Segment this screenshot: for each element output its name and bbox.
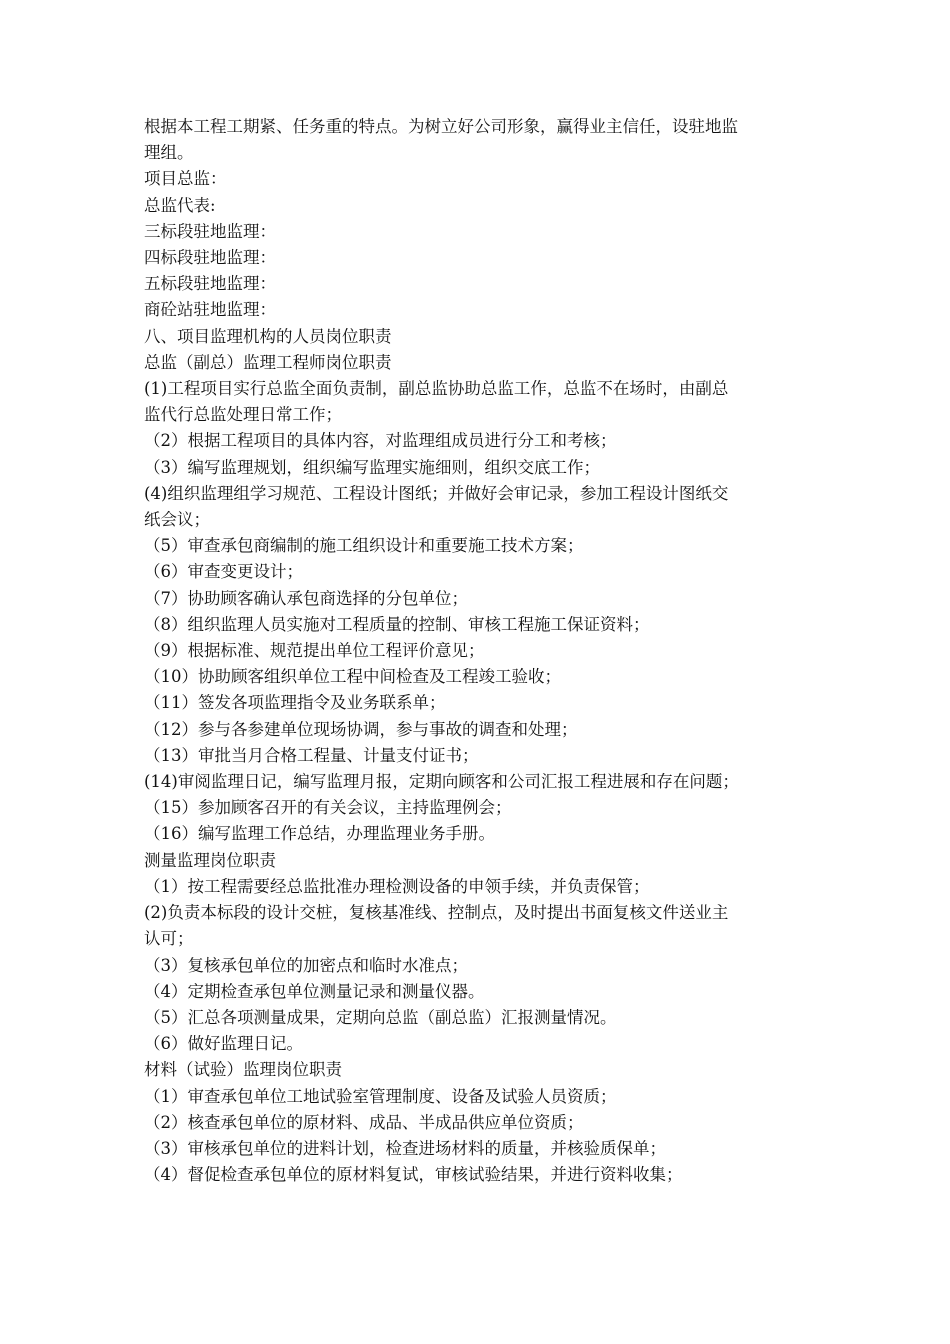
list-item: (4)组织监理组学习规范、工程设计图纸；并做好会审记录，参加工程设计图纸交 <box>144 483 729 503</box>
subsection-heading: 材料（试验）监理岗位职责 <box>144 1060 342 1080</box>
list-item: （5）审查承包商编制的施工组织设计和重要施工技术方案； <box>144 536 584 556</box>
field-label: 四标段驻地监理： <box>144 248 276 268</box>
list-item: （4）督促检查承包单位的原材料复试，审核试验结果，并进行资料收集； <box>144 1165 683 1185</box>
list-item: （6）做好监理日记。 <box>144 1034 303 1054</box>
list-item: （1）审查承包单位工地试验室管理制度、设备及试验人员资质； <box>144 1086 617 1106</box>
list-item: （11）签发各项监理指令及业务联系单； <box>144 693 446 713</box>
list-item: （2）根据工程项目的具体内容，对监理组成员进行分工和考核； <box>144 431 617 451</box>
list-item: （8）组织监理人员实施对工程质量的控制、审核工程施工保证资料； <box>144 614 650 634</box>
list-item-continuation: 认可； <box>144 929 194 949</box>
list-item: （1）按工程需要经总监批准办理检测设备的申领手续，并负责保管； <box>144 876 650 896</box>
document-body <box>144 114 824 1188</box>
list-item: （3）复核承包单位的加密点和临时水准点； <box>144 955 468 975</box>
list-item: （15）参加顾客召开的有关会议，主持监理例会； <box>144 798 512 818</box>
list-item: （16）编写监理工作总结，办理监理业务手册。 <box>144 824 495 844</box>
list-item-continuation: 监代行总监处理日常工作； <box>144 405 342 425</box>
list-item: (1)工程项目实行总监全面负责制，副总监协助总监工作，总监不在场时，由副总 <box>144 379 729 399</box>
paragraph-line: 理组。 <box>144 143 194 163</box>
list-item: (2)负责本标段的设计交桩，复核基准线、控制点，及时提出书面复核文件送业主 <box>144 903 729 923</box>
field-label: 项目总监： <box>144 169 227 189</box>
list-item: （3）审核承包单位的进料计划，检查进场材料的质量，并核验质保单； <box>144 1138 666 1158</box>
list-item: （13）审批当月合格工程量、计量支付证书； <box>144 745 479 765</box>
list-item: （2）核查承包单位的原材料、成品、半成品供应单位资质； <box>144 1112 584 1132</box>
list-item: （4）定期检查承包单位测量记录和测量仪器。 <box>144 981 485 1001</box>
list-item: （5）汇总各项测量成果，定期向总监（副总监）汇报测量情况。 <box>144 1007 617 1027</box>
list-item: （9）根据标准、规范提出单位工程评价意见； <box>144 641 485 661</box>
subsection-heading: 测量监理岗位职责 <box>144 850 276 870</box>
list-item: （10）协助顾客组织单位工程中间检查及工程竣工验收； <box>144 667 561 687</box>
section-heading: 八、项目监理机构的人员岗位职责 <box>144 326 392 346</box>
field-label: 三标段驻地监理： <box>144 221 276 241</box>
field-label: 总监代表: <box>144 195 216 215</box>
field-label: 五标段驻地监理： <box>144 274 276 294</box>
subsection-heading: 总监（副总）监理工程师岗位职责 <box>144 352 392 372</box>
list-item: （3）编写监理规划，组织编写监理实施细则，组织交底工作； <box>144 457 600 477</box>
field-label: 商砼站驻地监理： <box>144 300 276 320</box>
list-item-continuation: 纸会议； <box>144 510 210 530</box>
paragraph-line: 根据本工程工期紧、任务重的特点。为树立好公司形象，赢得业主信任，设驻地监 <box>144 117 738 136</box>
list-item: （12）参与各参建单位现场协调，参与事故的调查和处理； <box>144 719 578 739</box>
list-item: （7）协助顾客确认承包商选择的分包单位； <box>144 588 468 608</box>
list-item: （6）审查变更设计； <box>144 562 303 582</box>
list-item: (14)审阅监理日记，编写监理月报，定期向顾客和公司汇报工程进展和存在问题； <box>144 772 739 792</box>
